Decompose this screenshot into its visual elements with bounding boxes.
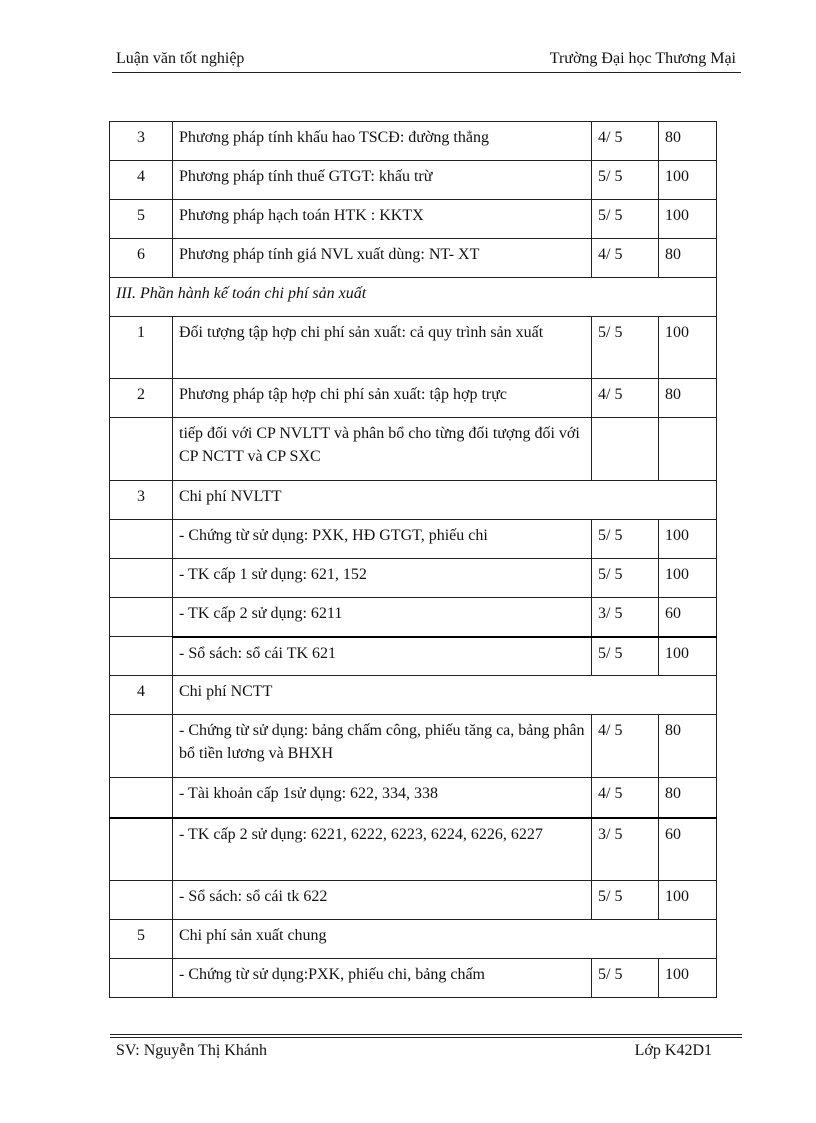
table-row <box>110 122 717 161</box>
group-row <box>110 676 717 715</box>
row-number <box>110 598 173 637</box>
row-content: Phương pháp tính giá NVL xuất dùng: NT- XT <box>173 239 592 278</box>
row-number: 6 <box>110 239 173 278</box>
row-content: - Tài khoản cấp 1sử dụng: 622, 334, 338 <box>173 778 592 818</box>
row-score: 4/ 5 <box>592 778 659 818</box>
footer-rule <box>110 1034 742 1035</box>
row-score: 4/ 5 <box>592 715 659 778</box>
row-percent: 80 <box>659 239 717 278</box>
row-score: 5/ 5 <box>592 959 659 998</box>
row-percent: 80 <box>659 715 717 778</box>
table-row <box>110 239 717 278</box>
row-number <box>110 637 173 676</box>
row-score: 5/ 5 <box>592 881 659 920</box>
row-number: 2 <box>110 379 173 418</box>
row-score: 5/ 5 <box>592 637 659 676</box>
row-number <box>110 818 173 881</box>
table-row <box>110 559 717 598</box>
row-number: 4 <box>110 676 173 715</box>
row-percent: 60 <box>659 598 717 637</box>
row-number <box>110 520 173 559</box>
row-percent <box>659 418 717 481</box>
row-score: 3/ 5 <box>592 598 659 637</box>
group-heading: Chi phí NCTT <box>173 676 717 715</box>
table-row <box>110 959 717 998</box>
row-score: 4/ 5 <box>592 379 659 418</box>
table-row <box>110 418 717 481</box>
page-header <box>112 46 740 72</box>
section-row <box>110 278 717 317</box>
row-content: Phương pháp tính khấu hao TSCĐ: đường thẳng <box>173 122 592 161</box>
row-percent: 80 <box>659 122 717 161</box>
row-percent: 100 <box>659 317 717 379</box>
table-row <box>110 598 717 637</box>
row-percent: 100 <box>659 520 717 559</box>
row-content: - TK cấp 2 sử dụng: 6221, 6222, 6223, 6224, 6226, 6227 <box>173 818 592 881</box>
table-row <box>110 161 717 200</box>
row-score: 5/ 5 <box>592 317 659 379</box>
row-percent: 100 <box>659 559 717 598</box>
table-row <box>110 715 717 778</box>
row-score: 5/ 5 <box>592 161 659 200</box>
row-content: - TK cấp 1 sử dụng: 621, 152 <box>173 559 592 598</box>
header-university: Trường Đại học Thương Mại <box>549 50 736 67</box>
table-row <box>110 379 717 418</box>
row-score: 3/ 5 <box>592 818 659 881</box>
row-score <box>592 418 659 481</box>
group-heading: Chi phí sản xuất chung <box>173 920 717 959</box>
row-percent: 100 <box>659 637 717 676</box>
footer-rule <box>110 1037 742 1038</box>
row-number: 1 <box>110 317 173 379</box>
row-number <box>110 959 173 998</box>
row-percent: 60 <box>659 818 717 881</box>
row-content: - Chứng từ sử dụng: PXK, HĐ GTGT, phiếu chi <box>173 520 592 559</box>
row-content: Đối tượng tập hợp chi phí sản xuất: cả quy trình sản xuất <box>173 317 592 379</box>
group-row <box>110 920 717 959</box>
row-content: - Chứng từ sử dụng:PXK, phiếu chi, bảng chấm <box>173 959 592 998</box>
row-content: tiếp đối với CP NVLTT và phân bổ cho từng đối tượng đối với CP NCTT và CP SXC <box>173 418 592 481</box>
row-content: - Sổ sách: sổ cái tk 622 <box>173 881 592 920</box>
row-score: 4/ 5 <box>592 239 659 278</box>
section-heading: III. Phần hành kế toán chi phí sản xuất <box>110 278 717 317</box>
row-number: 3 <box>110 122 173 161</box>
table-row <box>110 881 717 920</box>
row-content: Phương pháp tập hợp chi phí sản xuất: tập hợp trực <box>173 379 592 418</box>
row-percent: 100 <box>659 881 717 920</box>
row-number <box>110 418 173 481</box>
table-row <box>110 317 717 379</box>
row-percent: 80 <box>659 778 717 818</box>
row-content: Phương pháp tính thuế GTGT: khấu trừ <box>173 161 592 200</box>
table-row <box>110 200 717 239</box>
row-content: - Chứng từ sử dụng: bảng chấm công, phiếu tăng ca, bảng phân bổ tiền lương và BHXH <box>173 715 592 778</box>
header-rule <box>112 72 741 73</box>
row-percent: 80 <box>659 379 717 418</box>
group-heading: Chi phí NVLTT <box>173 481 717 520</box>
evaluation-table <box>109 121 717 998</box>
row-content: Phương pháp hạch toán HTK : KKTX <box>173 200 592 239</box>
table-row <box>110 637 717 676</box>
row-number <box>110 715 173 778</box>
table-row <box>110 818 717 881</box>
row-number <box>110 778 173 818</box>
row-percent: 100 <box>659 959 717 998</box>
row-number: 5 <box>110 920 173 959</box>
footer-class: Lớp K42D1 <box>634 1042 712 1059</box>
row-number: 4 <box>110 161 173 200</box>
row-number: 3 <box>110 481 173 520</box>
row-content: - TK cấp 2 sử dụng: 6211 <box>173 598 592 637</box>
header-thesis-title: Luận văn tốt nghiệp <box>116 50 245 67</box>
row-content: - Sổ sách: sổ cái TK 621 <box>173 637 592 676</box>
row-percent: 100 <box>659 200 717 239</box>
row-number <box>110 559 173 598</box>
row-score: 5/ 5 <box>592 520 659 559</box>
row-number: 5 <box>110 200 173 239</box>
footer-student-name: SV: Nguyễn Thị Khánh <box>116 1042 267 1059</box>
row-score: 5/ 5 <box>592 200 659 239</box>
row-score: 4/ 5 <box>592 122 659 161</box>
row-number <box>110 881 173 920</box>
row-percent: 100 <box>659 161 717 200</box>
table-row <box>110 520 717 559</box>
group-row <box>110 481 717 520</box>
table-row <box>110 778 717 818</box>
row-score: 5/ 5 <box>592 559 659 598</box>
